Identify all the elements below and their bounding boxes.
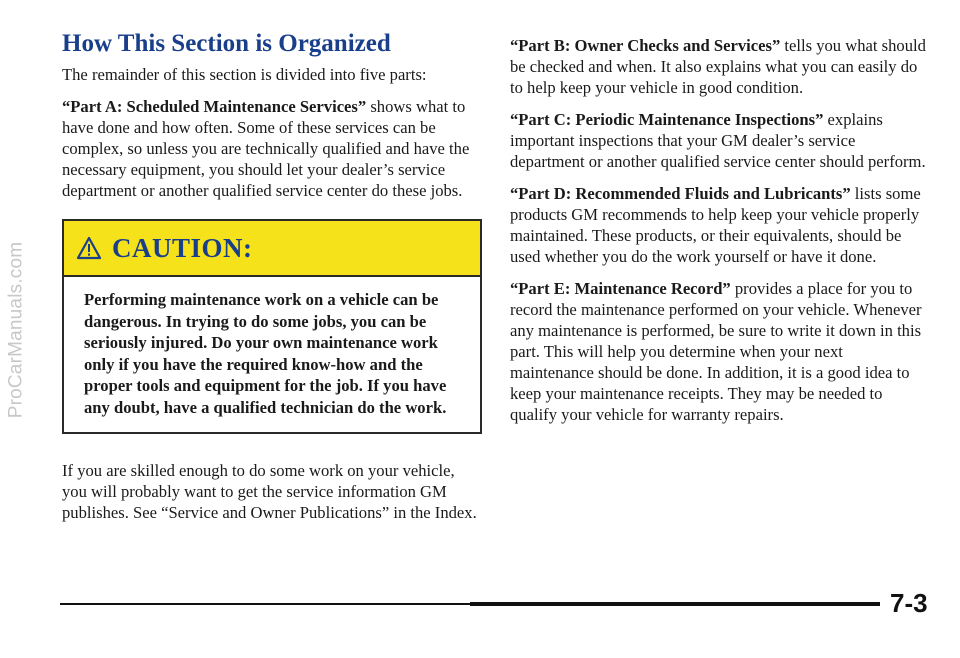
part-b-text: tells you what should be checked and when. It also explains what you can easily do to help keep your vehicle in good condition. — [510, 36, 926, 97]
page-number: 7-3 — [890, 588, 928, 618]
part-b-title: “Part B: Owner Checks and Services” — [510, 36, 781, 55]
part-a-title: “Part A: Scheduled Maintenance Services” — [62, 97, 367, 116]
part-b-paragraph — [510, 35, 930, 98]
caution-body — [64, 277, 480, 432]
part-a-text: shows what to have done and how often. Some of these services can be complex, so unless you are technically qualified and have the necessary equipment, you should let your dealer’s service department or another qualified service center do these jobs. — [62, 97, 470, 200]
watermark-text: ProCarManuals.com — [5, 241, 27, 419]
caution-title: CAUTION: — [112, 232, 253, 263]
part-c-paragraph — [510, 109, 930, 172]
warning-triangle-icon — [76, 236, 102, 260]
part-e-text: provides a place for you to record the maintenance performed on your vehicle. Whenever any maintenance is performed, be sure to write it down in this part. This will help you determine when your next maintenance should be done. In addition, it is a good idea to keep your maintenance receipts. They may be needed to qualify your vehicle for warranty repairs. — [510, 279, 922, 424]
part-d-paragraph — [510, 183, 930, 267]
part-c-text: explains important inspections that your GM dealer’s service department or another qualified service center should perform. — [510, 110, 926, 171]
caution-text: Performing maintenance work on a vehicle can be dangerous. In trying to do some jobs, you can be seriously injured. Do your own maintenance work only if you have the required know-how and the proper tools and equipment for the job. If you have any doubt, have a qualified technician do the work. — [84, 290, 447, 417]
part-a-paragraph — [62, 96, 482, 201]
footer-rule-thin — [60, 603, 470, 605]
right-column — [510, 35, 930, 436]
part-d-text: lists some products GM recommends to help keep your vehicle properly maintained. These products, or their equivalents, should be used whether you do the work yourself or have it done. — [510, 184, 921, 266]
part-e-title: “Part E: Maintenance Record” — [510, 279, 731, 298]
part-e-paragraph — [510, 278, 930, 425]
watermark — [4, 120, 28, 540]
skilled-paragraph: If you are skilled enough to do some work on your vehicle, you will probably want to get the service information GM publishes. See “Service and Owner Publications” in the Index. — [62, 461, 477, 522]
caution-box — [62, 219, 482, 434]
footer-rule-thick — [470, 602, 880, 606]
section-heading: How This Section is Organized — [62, 30, 391, 57]
left-column — [62, 30, 482, 534]
part-d-title: “Part D: Recommended Fluids and Lubricants” — [510, 184, 851, 203]
part-c-title: “Part C: Periodic Maintenance Inspections” — [510, 110, 824, 129]
intro-paragraph: The remainder of this section is divided into five parts: — [62, 65, 427, 84]
caution-header — [64, 221, 480, 277]
